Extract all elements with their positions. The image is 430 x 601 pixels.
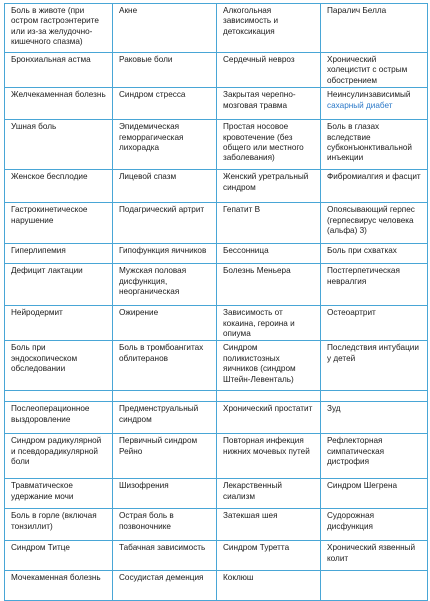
table-cell: Мочекаменная болезнь — [5, 571, 113, 601]
table-cell: Бронхиальная астма — [5, 53, 113, 88]
table-cell: Повторная инфекция нижних мочевых путей — [217, 434, 321, 479]
table-cell: Гастрокинетическое нарушение — [5, 203, 113, 244]
table-cell: Коклюш — [217, 571, 321, 601]
table-cell: Синдром радикулярной и псевдорадикулярной боли — [5, 434, 113, 479]
table-cell: Хронический холецистит с острым обострением — [321, 53, 428, 88]
table-cell — [321, 391, 428, 402]
table-cell — [217, 391, 321, 402]
table-cell: Хронический простатит — [217, 402, 321, 434]
table-cell: Гепатит В — [217, 203, 321, 244]
table-cell: Паралич Белла — [321, 4, 428, 53]
table-cell: Гиперлипемия — [5, 244, 113, 264]
table-cell — [113, 391, 217, 402]
table-row — [5, 402, 428, 434]
conditions-table — [4, 3, 428, 601]
table-row — [5, 120, 428, 170]
table-cell: Синдром Шегрена — [321, 479, 428, 509]
table-cell: Лекарственный сиализм — [217, 479, 321, 509]
table-cell: Ушная боль — [5, 120, 113, 170]
table-cell: Остеоартрит — [321, 306, 428, 341]
table-cell: Фибромиалгия и фасцит — [321, 170, 428, 203]
table-cell: Боль в горле (включая тонзиллит) — [5, 509, 113, 541]
table-cell: Бессонница — [217, 244, 321, 264]
table-cell: Болезнь Меньера — [217, 264, 321, 306]
table-cell — [321, 88, 428, 120]
table-cell: Последствия интубации у детей — [321, 341, 428, 391]
table-row — [5, 4, 428, 53]
table-cell: Закрытая черепно-мозговая травма — [217, 88, 321, 120]
table-cell: Раковые боли — [113, 53, 217, 88]
table-cell: Боль в животе (при остром гастроэнтерите или из-за желудочно-кишечного спазма) — [5, 4, 113, 53]
table-cell: Боль при эндоскопическом обследовании — [5, 341, 113, 391]
table-cell: Боль при схватках — [321, 244, 428, 264]
table-cell: Женский уретральный синдром — [217, 170, 321, 203]
table-row — [5, 88, 428, 120]
table-cell: Боль в тромбоангитах облитеранов — [113, 341, 217, 391]
table-cell: Гипофункция яичников — [113, 244, 217, 264]
table-cell: Синдром поликистозных яичников (синдром Штейн-Левенталь) — [217, 341, 321, 391]
table-cell: Мужская половая дисфункция, неорганическая — [113, 264, 217, 306]
table-cell: Сердечный невроз — [217, 53, 321, 88]
table-cell: Синдром Туретта — [217, 541, 321, 571]
table-cell: Послеоперационное выздоровление — [5, 402, 113, 434]
table-cell: Простая носовое кровотечение (без общего или местного заболевания) — [217, 120, 321, 170]
table-cell: Сосудистая деменция — [113, 571, 217, 601]
table-cell: Боль в глазах вследствие субконъюнктивальной инъекции — [321, 120, 428, 170]
table-row — [5, 244, 428, 264]
table-cell: Лицевой спазм — [113, 170, 217, 203]
table-cell: Дефицит лактации — [5, 264, 113, 306]
table-row — [5, 391, 428, 402]
table-row — [5, 53, 428, 88]
table-cell — [5, 391, 113, 402]
table-row — [5, 541, 428, 571]
table-row — [5, 306, 428, 341]
table-cell: Ожирение — [113, 306, 217, 341]
table-cell: Желчекаменная болезнь — [5, 88, 113, 120]
table-cell: Подагрический артрит — [113, 203, 217, 244]
table-row — [5, 509, 428, 541]
table-cell: Рефлекторная симпатическая дистрофия — [321, 434, 428, 479]
table-cell: Опоясывающий герпес (герпесвирус человека (альфа) 3) — [321, 203, 428, 244]
table-cell: Зависимость от кокаина, героина и опиума — [217, 306, 321, 341]
table-row — [5, 203, 428, 244]
table-row — [5, 264, 428, 306]
table-row — [5, 434, 428, 479]
table-body — [5, 4, 428, 601]
table-cell: Травматическое удержание мочи — [5, 479, 113, 509]
table-cell: Алкогольная зависимость и детоксикация — [217, 4, 321, 53]
table-cell: Судорожная дисфункция — [321, 509, 428, 541]
table-cell: Нейродермит — [5, 306, 113, 341]
table-cell — [321, 571, 428, 601]
cell-link-text[interactable]: сахарный диабет — [327, 100, 393, 110]
table-cell: Синдром стресса — [113, 88, 217, 120]
table-cell: Шизофрения — [113, 479, 217, 509]
table-cell: Постгерпетическая невралгия — [321, 264, 428, 306]
table-cell: Затекшая шея — [217, 509, 321, 541]
table-cell: Синдром Титце — [5, 541, 113, 571]
table-cell: Эпидемическая геморрагическая лихорадка — [113, 120, 217, 170]
table-cell: Острая боль в позвоночнике — [113, 509, 217, 541]
table-cell: Предменструальный синдром — [113, 402, 217, 434]
table-cell: Акне — [113, 4, 217, 53]
table-row — [5, 479, 428, 509]
table-row — [5, 170, 428, 203]
table-cell: Зуд — [321, 402, 428, 434]
table-cell: Женское бесплодие — [5, 170, 113, 203]
table-row — [5, 341, 428, 391]
table-cell: Хронический язвенный колит — [321, 541, 428, 571]
table-cell: Первичный синдром Рейно — [113, 434, 217, 479]
table-row — [5, 571, 428, 601]
cell-text: Неинсулинзависимый — [327, 90, 411, 100]
table-cell: Табачная зависимость — [113, 541, 217, 571]
